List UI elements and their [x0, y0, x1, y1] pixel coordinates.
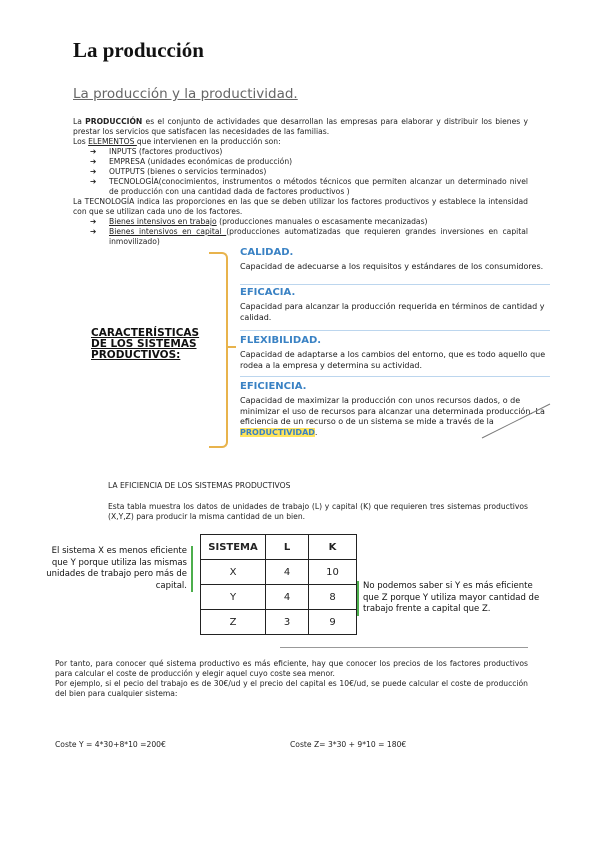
- table-cell: Y: [201, 585, 266, 610]
- arrow-icon: ➔: [90, 157, 97, 166]
- table-cell: 10: [309, 560, 357, 585]
- efficiency-heading: LA EFICIENCIA DE LOS SISTEMAS PRODUCTIVOS: [108, 481, 291, 490]
- characteristic-text: Capacidad de adaptarse a los cambios del entorno, que es todo aquello que rodea a la empresa y determina su actividad.: [240, 350, 546, 370]
- note-right: No podemos saber si Y es más eficiente que Z porque Y utiliza mayor cantidad de trabajo frente a capital que Z.: [363, 581, 540, 614]
- characteristic-heading: CALIDAD.: [240, 247, 294, 258]
- list-item: ➔ EMPRESA (unidades económicas de producción): [90, 157, 293, 166]
- brace-tip: [226, 346, 236, 348]
- technology-paragraph: La TECNOLOGÍA indica las proporciones en las que se deben utilizar los factores productivos y establece la intensidad con que se utilizan cada uno de los factores.: [73, 197, 528, 216]
- characteristic-heading: EFICACIA.: [240, 287, 296, 298]
- list-item: ➔ Bienes intensivos en trabajo (producciones manuales o escasamente mecanizadas): [90, 217, 428, 226]
- pen-stroke: [480, 400, 552, 440]
- characteristic-heading: FLEXIBILIDAD.: [240, 335, 322, 346]
- characteristic-text: Capacidad de adecuarse a los requisitos y estándares de los consumidores.: [240, 262, 544, 271]
- characteristic-text: Capacidad de maximizar la producción con unos recursos dados, o de minimizar el uso de recursos para alcanzar una determinada producción. La eficiencia de un recurso o de un sistema se mide a través de la PRODUCTIVIDAD.: [240, 396, 545, 437]
- table-header: L: [266, 535, 309, 560]
- list-item: ➔ Bienes intensivos en capital (producciones automatizadas que requieren grandes inversiones en capital inmovilizado): [90, 227, 529, 246]
- characteristic-eficacia: [240, 285, 550, 330]
- characteristic-flexibilidad: [240, 331, 550, 376]
- arrow-icon: ➔: [90, 227, 97, 236]
- table-cell: 3: [266, 610, 309, 635]
- note-right-box: [357, 581, 541, 616]
- table-cell: Z: [201, 610, 266, 635]
- conclusion-paragraph-1: Por tanto, para conocer qué sistema productivo es más eficiente, hay que conocer los precios de los factores productivos para calcular el coste de producción y elegir aquel cuyo coste sea menor.: [55, 659, 528, 678]
- table-row: [201, 585, 357, 610]
- table-header-row: [201, 535, 357, 560]
- cost-z: Coste Z= 3*30 + 9*10 = 180€: [290, 740, 407, 749]
- table-row: [201, 610, 357, 635]
- arrow-icon: ➔: [90, 147, 97, 156]
- table-cell: 8: [309, 585, 357, 610]
- characteristic-text: Capacidad para alcanzar la producción requerida en términos de cantidad y calidad.: [240, 302, 545, 322]
- arrow-icon: ➔: [90, 177, 97, 186]
- table-cell: 4: [266, 585, 309, 610]
- table-cell: 9: [309, 610, 357, 635]
- note-left: El sistema X es menos eficiente que Y porque utiliza las mismas unidades de trabajo pero más de capital.: [46, 546, 187, 591]
- arrow-icon: ➔: [90, 217, 97, 226]
- goods-link[interactable]: Bienes intensivos en capital: [109, 227, 227, 236]
- brace-top: [209, 252, 228, 349]
- table-row: [201, 560, 357, 585]
- goods-link[interactable]: Bienes intensivos en trabajo: [109, 217, 217, 226]
- divider-line: [280, 647, 528, 648]
- brace-bottom: [209, 347, 228, 448]
- list-item: ➔ INPUTS (factores productivos): [90, 147, 223, 156]
- elements-intro: Los ELEMENTOS que intervienen en la producción son:: [73, 137, 281, 146]
- productividad-highlight: PRODUCTIVIDAD: [240, 427, 315, 437]
- conclusion-paragraph-2: Por ejemplo, si el pecio del trabajo es de 30€/ud y el precio del capital es 10€/ud, se puede calcular el coste de producción del bien para cualquier sistema:: [55, 679, 528, 698]
- table-cell: X: [201, 560, 266, 585]
- goods-list: [90, 217, 528, 247]
- cost-y: Coste Y = 4*30+8*10 =200€: [55, 740, 166, 749]
- table-cell: 4: [266, 560, 309, 585]
- page-title: La producción: [73, 38, 204, 62]
- efficiency-intro: Esta tabla muestra los datos de unidades de trabajo (L) y capital (K) que requieren tres sistemas productivos (X,Y,Z) para producir la misma cantidad de un bien.: [108, 502, 528, 521]
- list-item: ➔ OUTPUTS (bienes o servicios terminados): [90, 167, 267, 176]
- characteristic-heading: EFICIENCIA.: [240, 381, 307, 392]
- note-left-box: [36, 546, 193, 592]
- section-subtitle: La producción y la productividad.: [73, 86, 298, 102]
- table-header: K: [309, 535, 357, 560]
- table-header: SISTEMA: [201, 535, 266, 560]
- elements-list: [90, 147, 528, 197]
- characteristics-label: CARACTERÍSTICAS DE LOS SISTEMAS PRODUCTIVOS:: [91, 327, 200, 361]
- list-item: ➔ TECNOLOGÍA(conocimientos, instrumentos o métodos técnicos que permiten alcanzar un determinado nivel de producción con una cantidad dada de factores productivos ): [90, 177, 528, 196]
- production-definition: La PRODUCCIÓN es el conjunto de actividades que desarrollan las empresas para elaborar y distribuir los bienes y prestar los servicios que satisfacen las necesidades de las familias.: [73, 117, 528, 136]
- efficiency-table: [200, 534, 357, 635]
- arrow-icon: ➔: [90, 167, 97, 176]
- characteristic-calidad: [240, 247, 550, 284]
